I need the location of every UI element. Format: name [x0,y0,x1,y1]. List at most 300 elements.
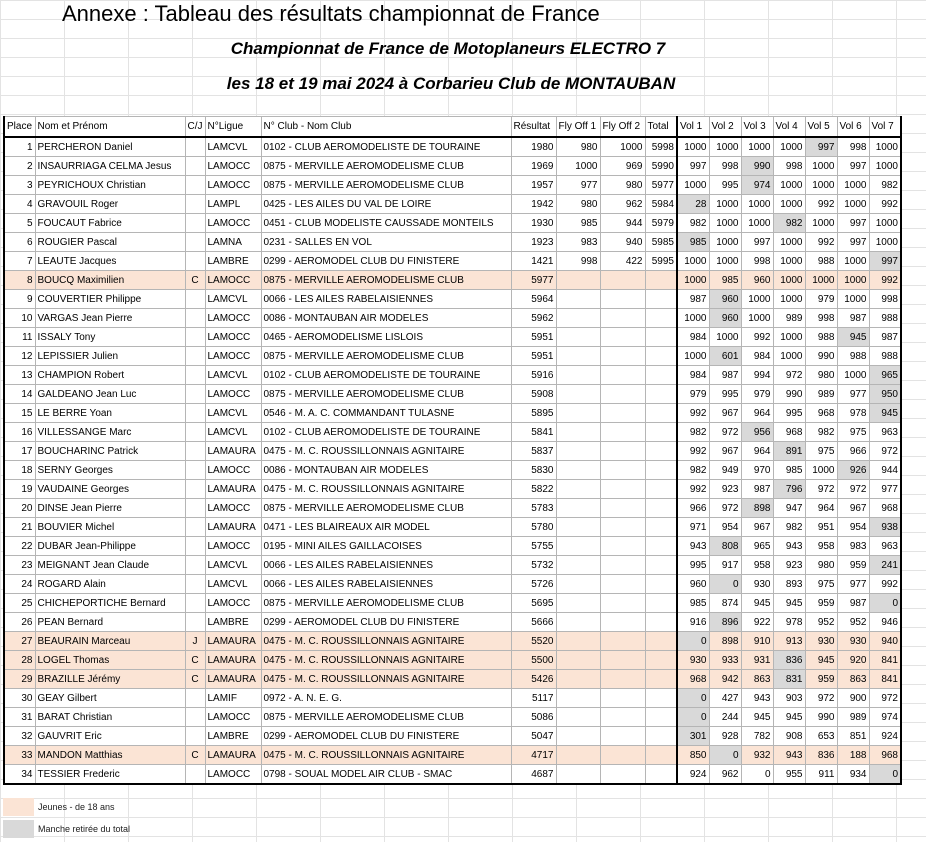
cell-place: 3 [4,176,35,195]
cell-vol2: 987 [709,366,741,385]
cell-vol1: 992 [677,480,709,499]
cell-name: BOUCQ Maximilien [35,271,185,290]
cell-resultat: 5086 [511,708,556,727]
cell-vol2: 808 [709,537,741,556]
championship-dates: les 18 et 19 mai 2024 à Corbarieu Club de MONTAUBAN [226,74,676,93]
cell-vol5: 972 [805,480,837,499]
table-row [4,176,901,195]
table-row [4,689,901,708]
results-table [3,116,902,785]
cell-place: 1 [4,137,35,157]
cell-ligue: LAMPL [205,195,261,214]
cell-vol2: 1000 [709,214,741,233]
cell-vol4: 947 [773,499,805,518]
cell-vol3: 965 [741,537,773,556]
cell-club: 0875 - MERVILLE AEROMODELISME CLUB [261,594,511,613]
cell-resultat: 5047 [511,727,556,746]
cell-vol3: 782 [741,727,773,746]
cell-cj [185,594,205,613]
cell-resultat: 5837 [511,442,556,461]
cell-vol4: 998 [773,157,805,176]
cell-resultat: 5822 [511,480,556,499]
cell-vol4: 985 [773,461,805,480]
cell-vol5: 975 [805,442,837,461]
table-row [4,252,901,271]
col-header-ligue: N°Ligue [205,117,261,138]
cell-vol1: 984 [677,328,709,347]
cell-flyoff2 [600,385,645,404]
cell-total [645,328,677,347]
cell-resultat: 5830 [511,461,556,480]
cell-flyoff2 [600,423,645,442]
cell-place: 16 [4,423,35,442]
cell-club: 0465 - AEROMODELISME LISLOIS [261,328,511,347]
cell-name: LEPISSIER Julien [35,347,185,366]
cell-vol5: 653 [805,727,837,746]
cell-total [645,404,677,423]
cell-flyoff1 [556,537,600,556]
cell-vol4: 1000 [773,252,805,271]
cell-vol4: 836 [773,651,805,670]
cell-vol4: 1000 [773,176,805,195]
cell-club: 0875 - MERVILLE AEROMODELISME CLUB [261,385,511,404]
cell-vol1: 960 [677,575,709,594]
cell-vol6: 972 [837,480,869,499]
cell-vol4: 923 [773,556,805,575]
cell-flyoff2 [600,746,645,765]
cell-total [645,518,677,537]
cell-flyoff2 [600,290,645,309]
cell-club: 0299 - AEROMODEL CLUB DU FINISTERE [261,252,511,271]
cell-vol2: 995 [709,176,741,195]
cell-ligue: LAMCVL [205,366,261,385]
col-header-cj: C/J [185,117,205,138]
cell-total [645,423,677,442]
col-header-vol2: Vol 2 [709,117,741,138]
cell-vol5: 968 [805,404,837,423]
results-header [4,117,901,138]
cell-vol7: 982 [869,176,901,195]
col-header-vol3: Vol 3 [741,117,773,138]
cell-place: 21 [4,518,35,537]
cell-ligue: LAMCVL [205,575,261,594]
cell-flyoff2 [600,499,645,518]
cell-cj: C [185,670,205,689]
cell-name: BEAURAIN Marceau [35,632,185,651]
cell-vol3: 960 [741,271,773,290]
cell-vol4: 1000 [773,347,805,366]
cell-vol4: 990 [773,385,805,404]
cell-vol4: 982 [773,518,805,537]
cell-resultat: 5732 [511,556,556,575]
cell-flyoff1 [556,556,600,575]
cell-club: 0875 - MERVILLE AEROMODELISME CLUB [261,271,511,290]
cell-total [645,746,677,765]
cell-flyoff2: 422 [600,252,645,271]
cell-flyoff1 [556,290,600,309]
cell-name: LE BERRE Yoan [35,404,185,423]
cell-total [645,765,677,785]
table-row [4,632,901,651]
table-row [4,556,901,575]
cell-vol7: 987 [869,328,901,347]
cell-name: LEAUTE Jacques [35,252,185,271]
cell-vol2: 960 [709,309,741,328]
cell-vol4: 891 [773,442,805,461]
cell-vol6: 997 [837,214,869,233]
cell-flyoff1: 983 [556,233,600,252]
cell-club: 0875 - MERVILLE AEROMODELISME CLUB [261,708,511,727]
table-row [4,366,901,385]
cell-flyoff1 [556,765,600,785]
cell-vol3: 967 [741,518,773,537]
cell-total [645,537,677,556]
cell-total [645,499,677,518]
cell-vol6: 863 [837,670,869,689]
cell-vol3: 958 [741,556,773,575]
cell-place: 2 [4,157,35,176]
cell-place: 26 [4,613,35,632]
cell-resultat: 5117 [511,689,556,708]
cell-place: 13 [4,366,35,385]
cell-vol1: 0 [677,632,709,651]
cell-ligue: LAMBRE [205,252,261,271]
cell-flyoff1 [556,632,600,651]
cell-vol2: 1000 [709,233,741,252]
cell-vol3: 0 [741,765,773,785]
cell-resultat: 5951 [511,347,556,366]
cell-cj [185,442,205,461]
cell-vol4: 1000 [773,233,805,252]
cell-vol3: 994 [741,366,773,385]
legend-junior-swatch [3,798,34,816]
cell-flyoff2: 969 [600,157,645,176]
cell-name: VAUDAINE Georges [35,480,185,499]
table-row [4,461,901,480]
cell-vol3: 1000 [741,195,773,214]
cell-vol7: 841 [869,670,901,689]
cell-flyoff2 [600,727,645,746]
cell-vol4: 913 [773,632,805,651]
cell-flyoff2 [600,347,645,366]
cell-vol2: 874 [709,594,741,613]
col-header-vol1: Vol 1 [677,117,709,138]
cell-vol6: 1000 [837,176,869,195]
cell-vol2: 962 [709,765,741,785]
cell-cj [185,423,205,442]
cell-total: 5995 [645,252,677,271]
cell-club: 0875 - MERVILLE AEROMODELISME CLUB [261,157,511,176]
cell-name: BARAT Christian [35,708,185,727]
cell-vol1: 982 [677,423,709,442]
cell-place: 27 [4,632,35,651]
cell-vol1: 1000 [677,137,709,157]
cell-cj [185,366,205,385]
cell-club: 0875 - MERVILLE AEROMODELISME CLUB [261,176,511,195]
cell-vol7: 940 [869,632,901,651]
cell-place: 10 [4,309,35,328]
cell-ligue: LAMOCC [205,328,261,347]
cell-vol3: 956 [741,423,773,442]
cell-vol4: 972 [773,366,805,385]
cell-vol2: 998 [709,157,741,176]
cell-flyoff2 [600,575,645,594]
cell-resultat: 5666 [511,613,556,632]
cell-resultat: 5755 [511,537,556,556]
cell-vol5: 930 [805,632,837,651]
cell-vol5: 1000 [805,461,837,480]
cell-total [645,575,677,594]
cell-total [645,556,677,575]
table-row [4,290,901,309]
cell-vol6: 954 [837,518,869,537]
cell-name: GRAVOUIL Roger [35,195,185,214]
table-row [4,746,901,765]
table-row [4,575,901,594]
cell-vol5: 964 [805,499,837,518]
cell-resultat: 5916 [511,366,556,385]
cell-total [645,594,677,613]
cell-club: 0546 - M. A. C. COMMANDANT TULASNE [261,404,511,423]
cell-name: ROUGIER Pascal [35,233,185,252]
cell-name: GAUVRIT Eric [35,727,185,746]
cell-ligue: LAMNA [205,233,261,252]
cell-vol5: 988 [805,252,837,271]
cell-vol3: 1000 [741,137,773,157]
cell-vol4: 968 [773,423,805,442]
cell-vol3: 987 [741,480,773,499]
cell-cj [185,499,205,518]
cell-vol6: 977 [837,385,869,404]
cell-cj [185,765,205,785]
col-header-total: Total [645,117,677,138]
cell-vol7: 972 [869,689,901,708]
cell-flyoff2 [600,632,645,651]
cell-ligue: LAMOCC [205,461,261,480]
cell-vol6: 900 [837,689,869,708]
cell-club: 0299 - AEROMODEL CLUB DU FINISTERE [261,727,511,746]
cell-vol7: 945 [869,404,901,423]
cell-vol4: 982 [773,214,805,233]
cell-total: 5984 [645,195,677,214]
cell-flyoff2 [600,708,645,727]
cell-club: 0451 - CLUB MODELISTE CAUSSADE MONTEILS [261,214,511,233]
cell-resultat: 1421 [511,252,556,271]
cell-vol6: 926 [837,461,869,480]
cell-vol3: 990 [741,157,773,176]
cell-vol5: 959 [805,670,837,689]
cell-club: 0102 - CLUB AEROMODELISTE DE TOURAINE [261,137,511,157]
cell-cj: C [185,651,205,670]
cell-vol7: 965 [869,366,901,385]
cell-vol4: 1000 [773,271,805,290]
cell-vol3: 974 [741,176,773,195]
cell-vol1: 997 [677,157,709,176]
cell-flyoff2 [600,328,645,347]
cell-name: PERCHERON Daniel [35,137,185,157]
cell-vol3: 863 [741,670,773,689]
cell-ligue: LAMOCC [205,309,261,328]
cell-name: VILLESSANGE Marc [35,423,185,442]
cell-ligue: LAMAURA [205,480,261,499]
cell-vol7: 992 [869,271,901,290]
table-row [4,157,901,176]
cell-flyoff2 [600,765,645,785]
cell-vol6: 966 [837,442,869,461]
cell-vol6: 188 [837,746,869,765]
cell-cj [185,347,205,366]
cell-flyoff1: 980 [556,195,600,214]
legend-junior-label: Jeunes - de 18 ans [38,802,115,812]
cell-resultat: 5895 [511,404,556,423]
cell-vol3: 931 [741,651,773,670]
table-row [4,404,901,423]
cell-ligue: LAMOCC [205,537,261,556]
cell-resultat: 5964 [511,290,556,309]
cell-vol2: 995 [709,385,741,404]
cell-cj [185,537,205,556]
cell-flyoff1 [556,423,600,442]
cell-vol1: 924 [677,765,709,785]
cell-vol1: 1000 [677,176,709,195]
cell-vol3: 898 [741,499,773,518]
cell-cj [185,252,205,271]
col-header-name: Nom et Prénom [35,117,185,138]
cell-total [645,366,677,385]
cell-vol7: 1000 [869,233,901,252]
cell-vol7: 974 [869,708,901,727]
cell-flyoff2 [600,556,645,575]
cell-total [645,670,677,689]
cell-flyoff1 [556,271,600,290]
cell-vol4: 1000 [773,195,805,214]
cell-ligue: LAMOCC [205,594,261,613]
cell-total: 5979 [645,214,677,233]
cell-flyoff1 [556,746,600,765]
cell-name: GALDEANO Jean Luc [35,385,185,404]
cell-name: LOGEL Thomas [35,651,185,670]
cell-ligue: LAMAURA [205,442,261,461]
cell-vol4: 1000 [773,290,805,309]
cell-flyoff2 [600,518,645,537]
cell-vol2: 601 [709,347,741,366]
cell-flyoff2: 940 [600,233,645,252]
table-row [4,480,901,499]
cell-vol5: 982 [805,423,837,442]
cell-vol6: 930 [837,632,869,651]
legend-drop-swatch [3,820,34,838]
table-row [4,195,901,214]
cell-place: 18 [4,461,35,480]
cell-vol7: 968 [869,499,901,518]
cell-vol5: 945 [805,651,837,670]
cell-vol2: 985 [709,271,741,290]
cell-flyoff1 [556,708,600,727]
cell-vol5: 992 [805,195,837,214]
cell-flyoff2 [600,594,645,613]
cell-vol5: 975 [805,575,837,594]
cell-ligue: LAMOCC [205,708,261,727]
cell-club: 0195 - MINI AILES GAILLACOISES [261,537,511,556]
cell-resultat: 5780 [511,518,556,537]
cell-vol1: 992 [677,404,709,423]
cell-place: 11 [4,328,35,347]
cell-vol2: 917 [709,556,741,575]
cell-name: TESSIER Frederic [35,765,185,785]
cell-vol7: 1000 [869,214,901,233]
cell-vol4: 945 [773,594,805,613]
cell-name: COUVERTIER Philippe [35,290,185,309]
cell-vol6: 920 [837,651,869,670]
cell-cj [185,689,205,708]
cell-name: INSAURRIAGA CELMA Jesus [35,157,185,176]
cell-flyoff1 [556,366,600,385]
table-row [4,708,901,727]
cell-vol2: 923 [709,480,741,499]
cell-vol4: 943 [773,537,805,556]
cell-total [645,271,677,290]
cell-vol6: 934 [837,765,869,785]
cell-flyoff1 [556,347,600,366]
cell-vol7: 241 [869,556,901,575]
legend-drop-label: Manche retirée du total [38,824,131,834]
table-row [4,423,901,442]
cell-vol1: 1000 [677,347,709,366]
cell-club: 0475 - M. C. ROUSSILLONNAIS AGNITAIRE [261,480,511,499]
cell-vol5: 1000 [805,271,837,290]
cell-name: DINSE Jean Pierre [35,499,185,518]
cell-vol3: 932 [741,746,773,765]
cell-name: ISSALY Tony [35,328,185,347]
cell-club: 0066 - LES AILES RABELAISIENNES [261,575,511,594]
cell-name: CHICHEPORTICHE Bernard [35,594,185,613]
cell-resultat: 5908 [511,385,556,404]
cell-vol1: 301 [677,727,709,746]
cell-cj [185,727,205,746]
cell-resultat: 5841 [511,423,556,442]
cell-total [645,290,677,309]
cell-vol1: 982 [677,214,709,233]
cell-cj [185,176,205,195]
cell-flyoff2 [600,309,645,328]
cell-vol2: 244 [709,708,741,727]
cell-place: 5 [4,214,35,233]
cell-flyoff2 [600,271,645,290]
cell-name: FOUCAUT Fabrice [35,214,185,233]
cell-cj [185,461,205,480]
cell-flyoff1 [556,309,600,328]
cell-flyoff1 [556,480,600,499]
cell-flyoff2: 962 [600,195,645,214]
table-row [4,499,901,518]
cell-vol7: 977 [869,480,901,499]
col-header-club: N° Club - Nom Club [261,117,511,138]
cell-ligue: LAMCVL [205,423,261,442]
cell-vol6: 997 [837,157,869,176]
cell-club: 0475 - M. C. ROUSSILLONNAIS AGNITAIRE [261,746,511,765]
cell-ligue: LAMCVL [205,556,261,575]
cell-vol5: 989 [805,385,837,404]
cell-vol4: 903 [773,689,805,708]
cell-vol3: 1000 [741,290,773,309]
cell-vol5: 998 [805,309,837,328]
cell-vol2: 896 [709,613,741,632]
cell-vol4: 1000 [773,328,805,347]
cell-vol6: 1000 [837,252,869,271]
cell-vol3: 998 [741,252,773,271]
cell-vol5: 997 [805,137,837,157]
cell-place: 19 [4,480,35,499]
